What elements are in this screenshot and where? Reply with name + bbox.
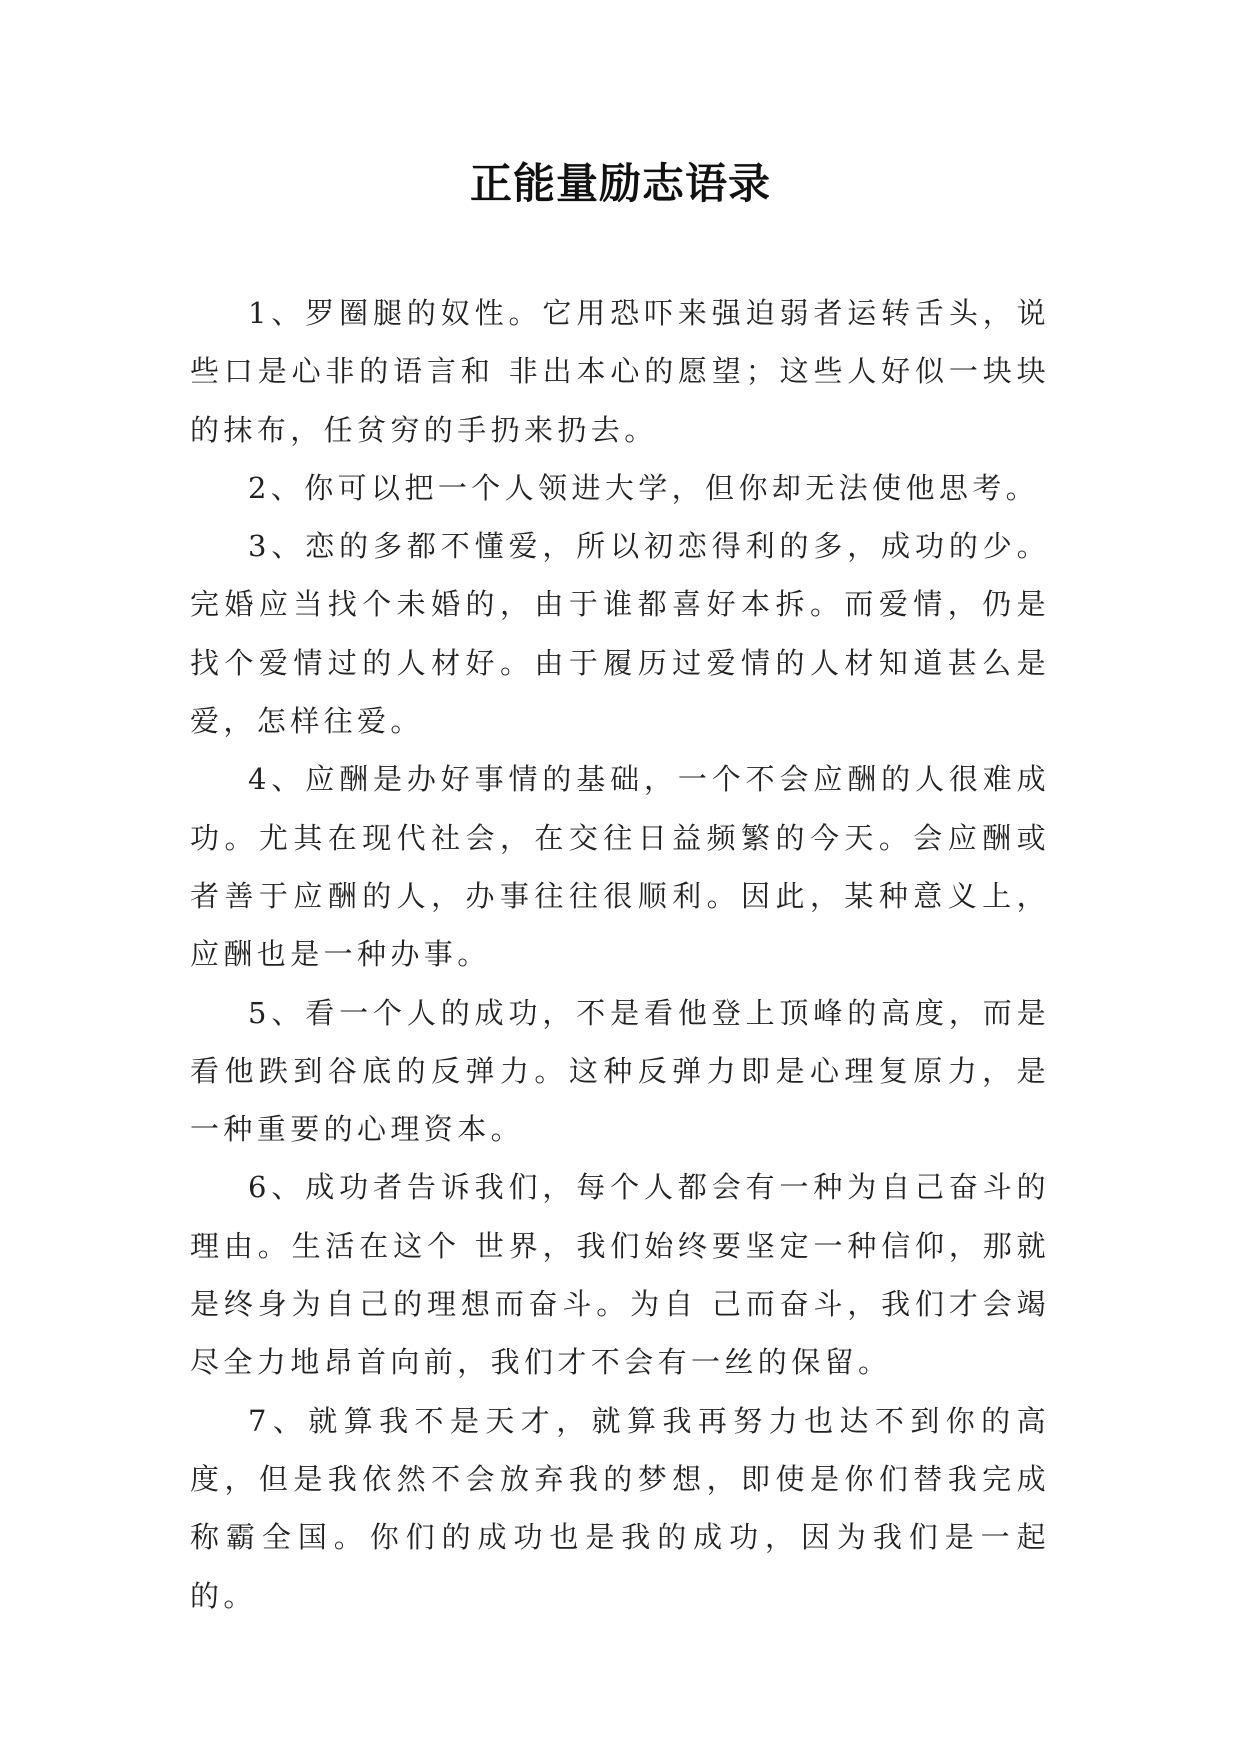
paragraph-1: 1、罗圈腿的奴性。它用恐吓来强迫弱者运转舌头，说些口是心非的语言和 非出本心的愿望；这些人好似一块块的抹布，任贫穷的手扔来扔去。 (190, 296, 1050, 447)
paragraph-7: 7、就算我不是天才，就算我再努力也达不到你的高度，但是我依然不会放弃我的梦想，即使是你们替我完成称霸全国。你们的成功也是我的成功，因为我们是一起的。 (190, 1403, 1050, 1613)
document-title: 正能量励志语录 (469, 159, 771, 208)
paragraph-6: 6、成功者告诉我们，每个人都会有一种为自己奋斗的理由。生活在这个 世界，我们始终要坚定一种信仰，那就是终身为自己的理想而奋斗。为自 己而奋斗，我们才会竭尽全力地昂首向前，我们才不会有一丝的保留。 (190, 1170, 1050, 1380)
document-body (190, 284, 1050, 1625)
paragraph-3: 3、恋的多都不懂爱，所以初恋得利的多，成功的少。完婚应当找个未婚的，由于谁都喜好本拆。而爱情，仍是找个爱情过的人材好。由于履历过爱情的人材知道甚么是爱，怎样往爱。 (190, 529, 1050, 739)
paragraph-2: 2、你可以把一个人领进大学，但你却无法使他思考。 (248, 470, 1040, 505)
paragraph-5: 5、看一个人的成功，不是看他登上顶峰的高度，而是看他跌到谷底的反弹力。这种反弹力即是心理复原力，是一种重要的心理资本。 (190, 995, 1050, 1147)
paragraph-4: 4、应酬是办好事情的基础，一个不会应酬的人很难成功。尤其在现代社会，在交往日益频繁的今天。会应酬或者善于应酬的人，办事往往很顺利。因此，某种意义上，应酬也是一种办事。 (190, 762, 1050, 972)
